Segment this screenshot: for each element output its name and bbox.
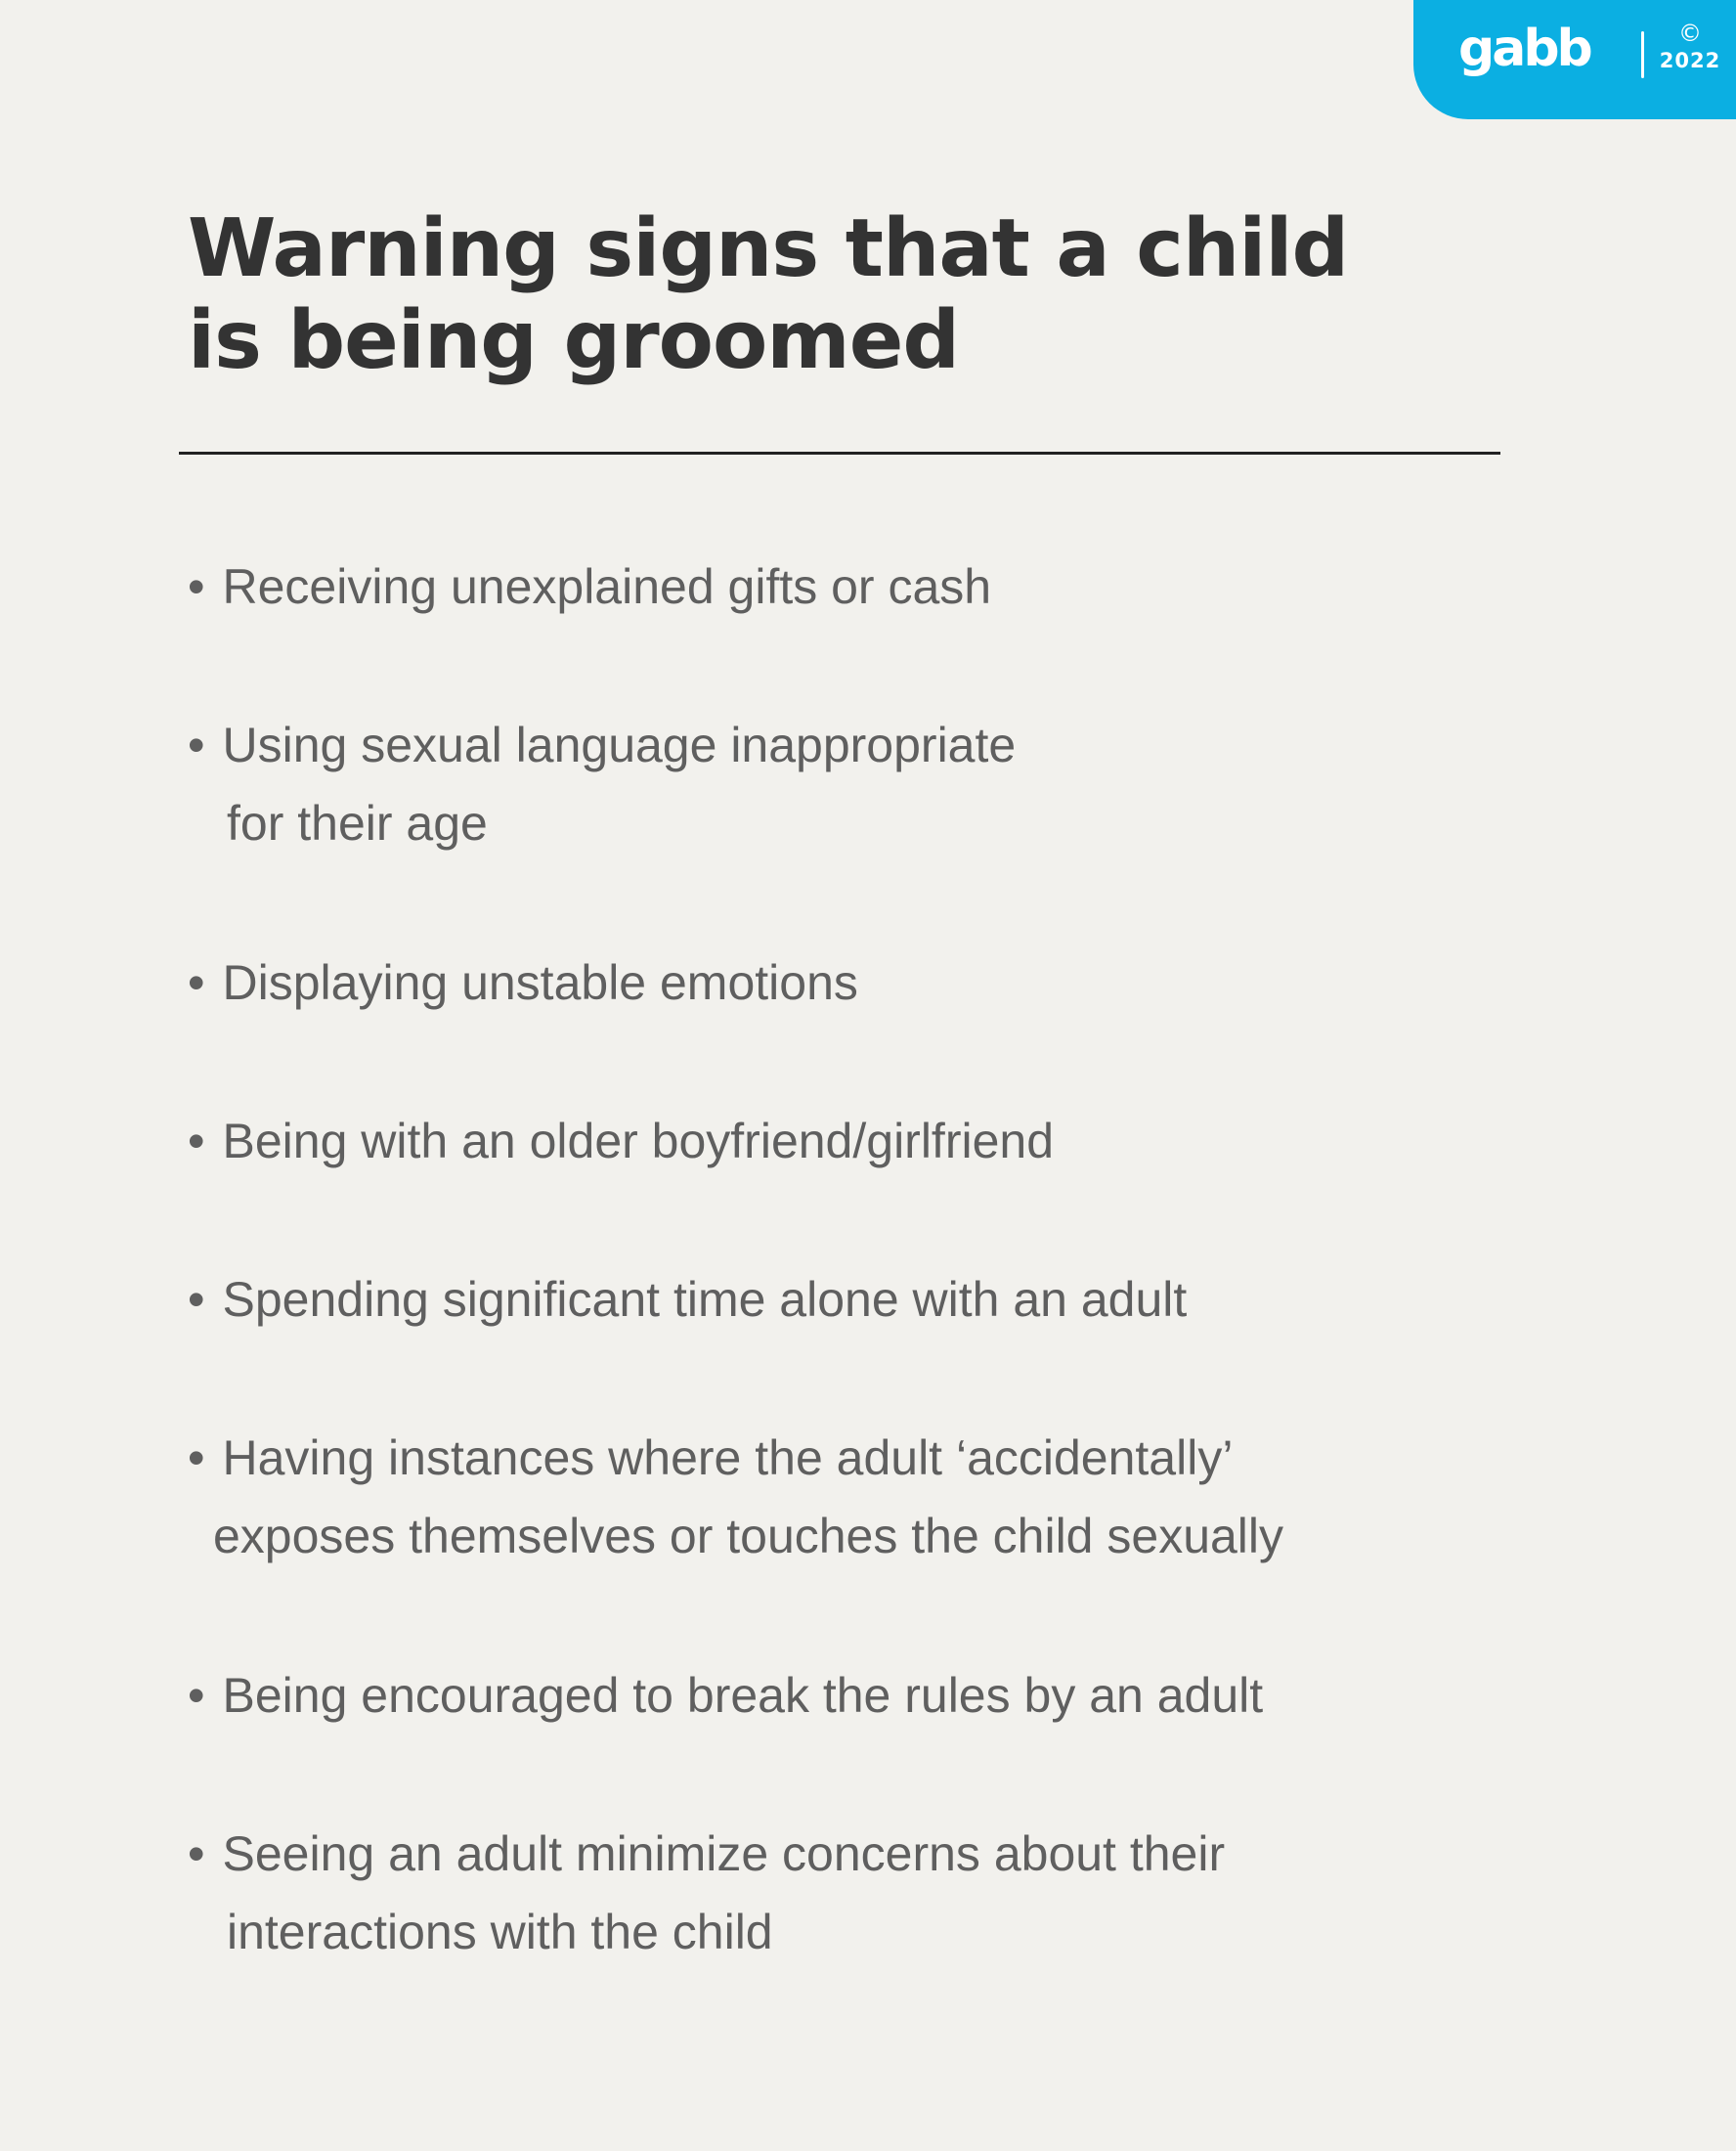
page-title-line-2: is being groomed [188,294,960,387]
brand-badge [1413,0,1736,119]
copyright-year: 2022 [1659,49,1721,72]
list-item-text: • Seeing an adult minimize concerns about their [188,1815,1605,1893]
list-item [188,1419,1605,1575]
list-item-text: • Having instances where the adult ‘accidentally’ [188,1419,1605,1497]
list-item [188,706,1605,862]
list-item [188,548,1605,626]
list-item [188,1815,1605,1971]
list-item-text-continued: for their age [227,796,488,851]
copyright-icon: © [1678,20,1702,47]
gabb-logo: gabb [1458,20,1590,78]
list-item [188,1260,1605,1339]
list-item-text-continued: exposes themselves or touches the child sexually [213,1509,1284,1563]
list-item-text: • Being encouraged to break the rules by an adult [188,1656,1605,1734]
list-item [188,1102,1605,1180]
copyright-notice [1656,22,1724,71]
list-item-text: • Displaying unstable emotions [188,944,1605,1022]
list-item-text: • Being with an older boyfriend/girlfriend [188,1102,1605,1180]
list-item-text: • Receiving unexplained gifts or cash [188,548,1605,626]
page-title-line-1: Warning signs that a child [188,202,1349,295]
title-divider [179,452,1500,455]
list-item-text: • Spending significant time alone with an adult [188,1260,1605,1339]
list-item [188,944,1605,1022]
brand-separator [1641,31,1644,78]
list-item-text: • Using sexual language inappropriate [188,706,1605,784]
page-title [188,203,1458,387]
list-item [188,1656,1605,1734]
list-item-text-continued: interactions with the child [227,1905,773,1959]
